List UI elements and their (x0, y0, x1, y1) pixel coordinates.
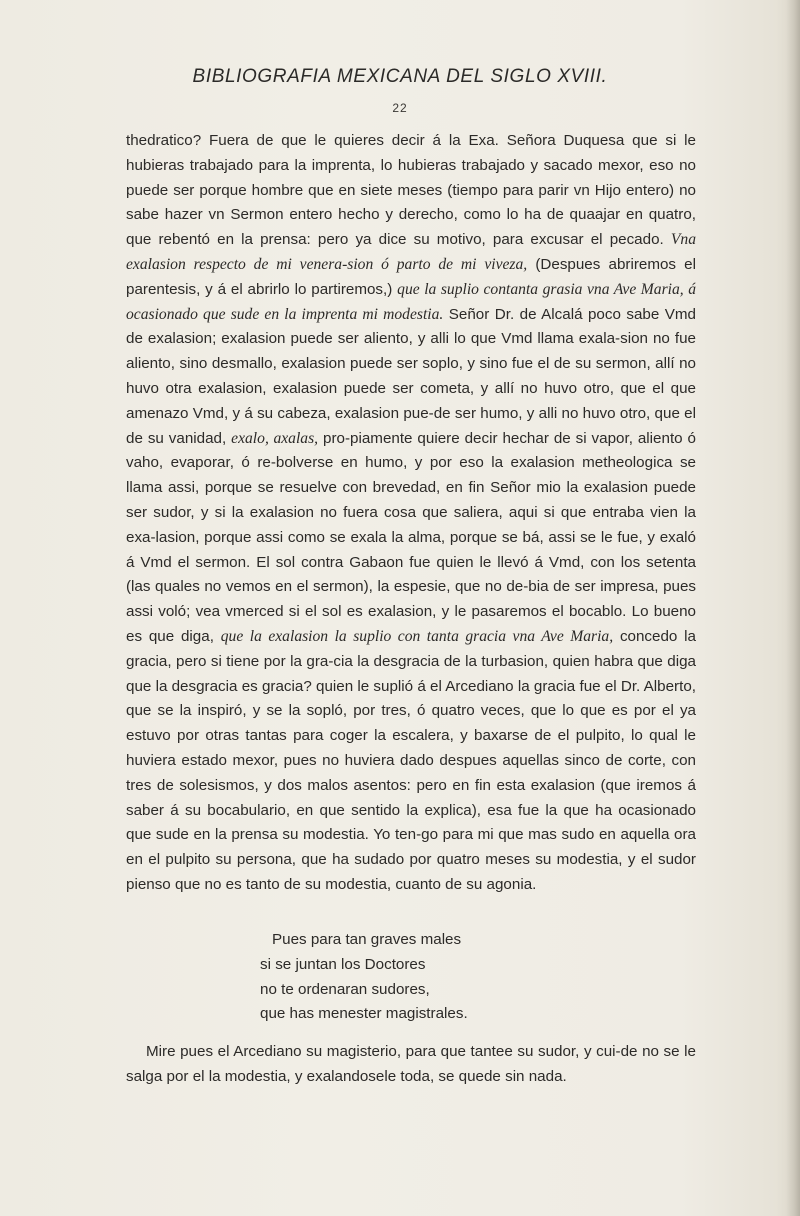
italic-quote: Vna exalasion respecto de mi venera-sion ó parto de mi viveza, (126, 231, 696, 273)
running-head: BIBLIOGRAFIA MEXICANA DEL SIGLO XVIII. (192, 66, 608, 87)
text-segment: pro-piamente quiere decir hechar de si vapor, aliento ó vaho, evaporar, ó re-bolverse en humo, y por eso la exalasion metheologica se llama assi, porque se resuelve con brevedad, en fin Señor mio la exalasion puede ser sudor, y si la exalasion no fuera cosa que saliera, aqui si que entraba vien la exa-lasion, porque assi como se exala la alma, porque se bá, assi se le fue, y exaló á Vmd el sermon. El sol contra Gabaon fue quien le llevó á Vmd, con los setenta (las quales no vemos en el sermon), la espesie, que no de-bia de ser impresa, pues assi voló; vea vmerced si el sol es exalasion, y le pasaremos el bocablo. Lo bueno es que diga, (126, 429, 696, 645)
italic-quote: que la exalasion la suplio con tanta gracia vna Ave Maria, (220, 627, 614, 645)
text-segment: (Despues abriremos el parentesis, y á el abrirlo lo partiremos,) (126, 255, 696, 298)
main-paragraph-block (126, 129, 696, 898)
verse-stanza (260, 928, 680, 1027)
closing-paragraph: Mire pues el Arcediano su magisterio, para que tantee su sudor, y cui-de no se le salga por el la modestia, y exalandosele toda, se quede sin nada. (126, 1043, 696, 1085)
main-paragraph (126, 129, 696, 898)
closing-paragraph-block (126, 1040, 696, 1090)
text-segment: Señor Dr. de Alcalá poco sabe Vmd de exalasion; exalasion puede ser aliento, y alli lo que Vmd llama exala-sion no fue aliento, sino desmallo, exalasion puede ser soplo, y sino fue el de su sermon, allí no huvo otra exalasion, exalasion puede ser cometa, y allí no huvo otro, que el que amenazo Vmd, y á su cabeza, exalasion pue-de ser humo, y alli no huvo otro, que el de su vanidad, (126, 305, 696, 447)
page-number: 22 (392, 101, 408, 115)
verse-line: si se juntan los Doctores (260, 955, 426, 973)
verse-line: no te ordenaran sudores, (260, 980, 430, 998)
text-segment: concedo la gracia, pero si tiene por la gra-cia la desgracia de la turbasion, quien habra que diga que la desgracia es gracia? quien le suplió á el Arcediano la gracia fue el Dr. Alberto, que se la inspiró, y se la sopló, por tres, ó quatro veces, que lo que es por el ya estuvo por otras tantas para coger la escalera, y baxarse de el pulpito, lo qual le huviera estado mexor, pues no huviera dado despues aquellas sinco de corte, con tres de solesismos, y dos malos asentos: pero en fin esta exalasion (que iremos á saber á su bocabulario, en que sentido la explica), esa fue la que ha ocasionado que sude en la prensa su modestia. Yo ten-go para mi que mas sudo en aquella ora en el pulpito su persona, que ha sudado por quatro meses su modestia, y el sudor pienso que no es tanto de su modestia, cuanto de su agonia. (126, 627, 696, 893)
italic-quote: que la suplio contanta grasia vna Ave Maria, á ocasionado que sude en la imprenta mi modestia. (126, 280, 697, 323)
page-edge-shadow (786, 0, 800, 1216)
italic-quote: exalo, axalas, (231, 429, 319, 447)
verse-line: Pues para tan graves males (272, 931, 462, 948)
text-segment: thedratico? Fuera de que le quieres decir á la Exa. Señora Duquesa que si le hubieras trabajado para la imprenta, lo hubieras trabajado y sacado mexor, eso no puede ser porque hombre que en siete meses (tiempo para parir vn Hijo entero) no sabe hazer vn Sermon entero hecho y derecho, como lo ha de quaajar en quatro, que rebentó en la prensa: pero ya dice su motivo, para excusar el pecado. (126, 132, 696, 249)
verse-line: que has menester magistrales. (260, 1005, 468, 1023)
